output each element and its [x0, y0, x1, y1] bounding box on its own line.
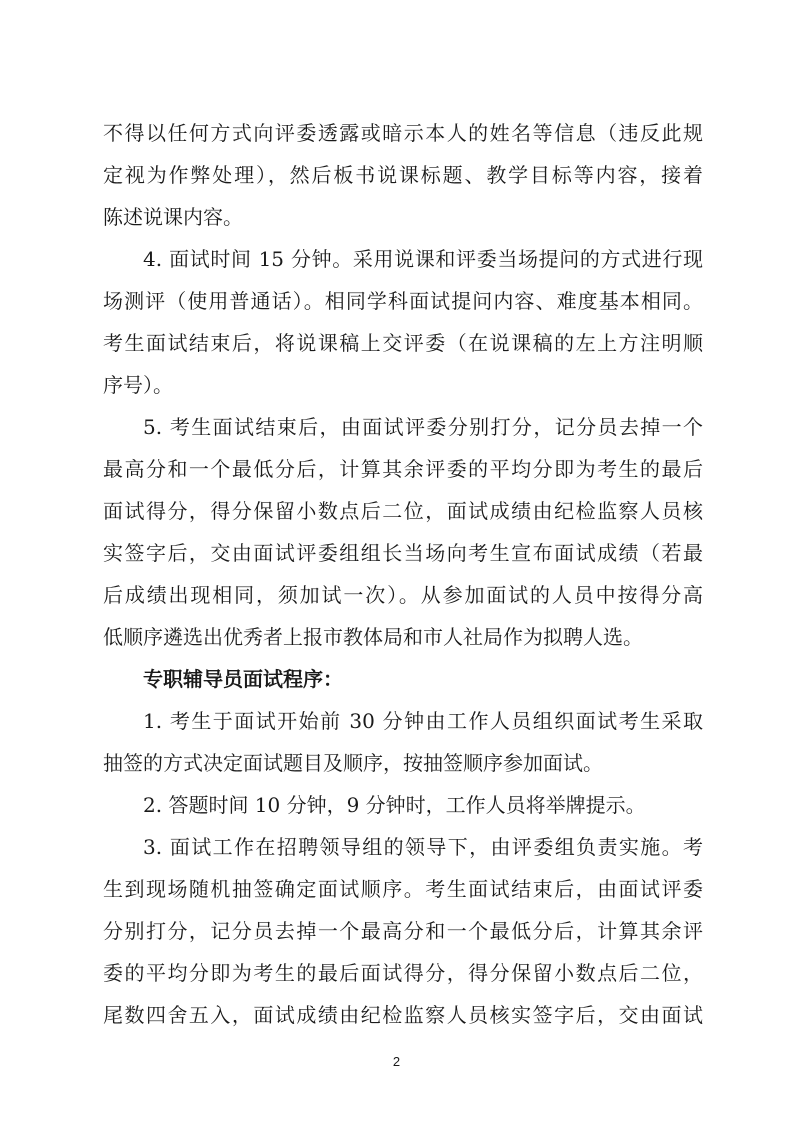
- text-line: 委的平均分即为考生的最后面试得分，得分保留小数点后二位，: [103, 961, 703, 985]
- text-line: 2. 答题时间 10 分钟，9 分钟时，工作人员将举牌提示。: [143, 793, 646, 817]
- text-line: 陈述说课内容。: [103, 205, 243, 229]
- text-line: 3. 面试工作在招聘领导组的领导下，由评委组负责实施。考: [143, 835, 703, 859]
- text-line: 5. 考生面试结束后，由面试评委分别打分，记分员去掉一个: [143, 415, 703, 439]
- text-line: 分别打分，记分员去掉一个最高分和一个最低分后，计算其余评: [103, 919, 703, 943]
- text-line: 场测评（使用普通话）。相同学科面试提问内容、难度基本相同。: [103, 289, 703, 313]
- text-line: 抽签的方式决定面试题目及顺序，按抽签顺序参加面试。: [103, 751, 603, 775]
- text-line: 面试得分，得分保留小数点后二位，面试成绩由纪检监察人员核: [103, 499, 703, 523]
- text-line: 序号）。: [103, 373, 173, 397]
- text-line: 后成绩出现相同，须加试一次）。从参加面试的人员中按得分高: [103, 583, 703, 607]
- text-line: 尾数四舍五入，面试成绩由纪检监察人员核实签字后，交由面试: [103, 1003, 703, 1027]
- text-line: 4. 面试时间 15 分钟。采用说课和评委当场提问的方式进行现: [143, 247, 703, 271]
- document-body: [103, 112, 703, 1036]
- text-line: 最高分和一个最低分后，计算其余评委的平均分即为考生的最后: [103, 457, 703, 481]
- section-heading: 专职辅导员面试程序：: [143, 667, 343, 691]
- text-line: 生到现场随机抽签确定面试顺序。考生面试结束后，由面试评委: [103, 877, 703, 901]
- text-line: 低顺序遴选出优秀者上报市教体局和市人社局作为拟聘人选。: [103, 625, 643, 649]
- text-line: 考生面试结束后，将说课稿上交评委（在说课稿的左上方注明顺: [103, 331, 703, 355]
- text-line: 定视为作弊处理），然后板书说课标题、教学目标等内容，接着: [103, 163, 703, 187]
- page-number: 2: [392, 1054, 401, 1069]
- text-line: 实签字后，交由面试评委组组长当场向考生宣布面试成绩（若最: [103, 541, 703, 565]
- text-line: 1. 考生于面试开始前 30 分钟由工作人员组织面试考生采取: [143, 709, 703, 733]
- text-line: 不得以任何方式向评委透露或暗示本人的姓名等信息（违反此规: [103, 121, 703, 145]
